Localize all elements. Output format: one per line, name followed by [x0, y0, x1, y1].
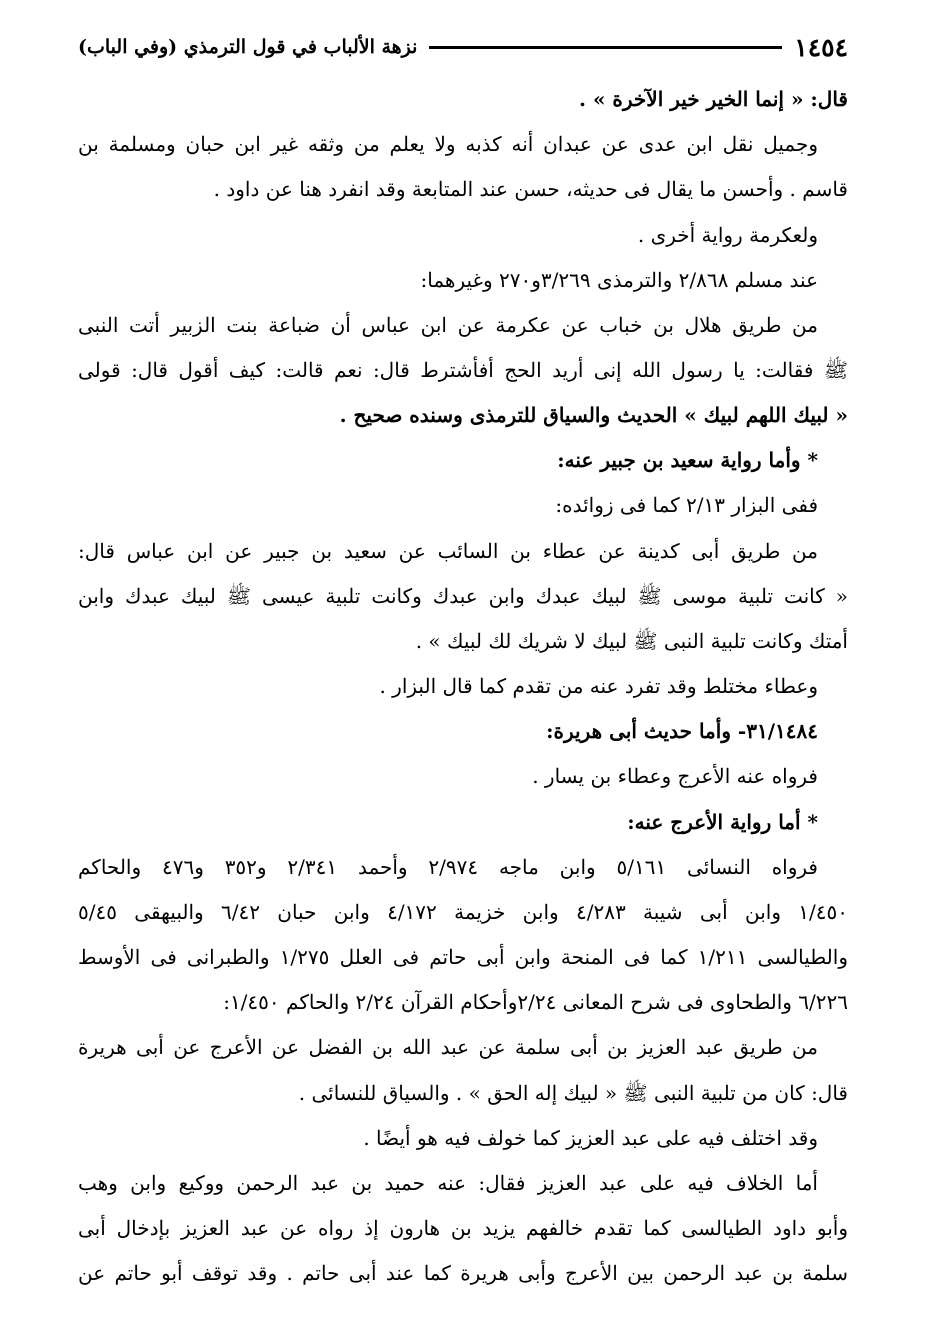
text-line: وقد اختلف فيه على عبد العزيز كما خولف فيه هو أيضًا .: [363, 1126, 818, 1150]
text-line: فرواه النسائى ٥/١٦١ وابن ماجه ٢/٩٧٤ وأحمد ٢/٣٤١ و٣٥٢ و٤٧٦ والحاكم: [78, 855, 818, 879]
text-line: عند مسلم ٢/٨٦٨ والترمذى ٣/٢٦٩و٢٧٠ وغيرهما:: [420, 268, 818, 292]
text-line: « لبيك اللهم لبيك » الحديث والسياق للترمذى وسنده صحيح .: [339, 403, 848, 427]
text-line: أمتك وكانت تلبية النبى ﷺ لبيك لا شريك لك لبيك » .: [415, 629, 848, 653]
text-line: من طريق عبد العزيز بن أبى سلمة عن عبد الله بن الفضل عن الأعرج عن أبى هريرة: [78, 1035, 818, 1059]
text-line: ١/٤٥٠ وابن أبى شيبة ٤/٢٨٣ وابن خزيمة ٤/١٧٢ وابن حبان ٦/٤٢ والبيهقى ٥/٤٥: [78, 900, 848, 924]
text-line: قال: « إنما الخير خير الآخرة » .: [579, 87, 848, 111]
section-heading: * وأما رواية سعيد بن جبير عنه:: [557, 448, 818, 472]
text-line: « كانت تلبية موسى ﷺ لبيك عبدك وابن عبدك وكانت تلبية عيسى ﷺ لبيك عبدك وابن: [78, 584, 848, 608]
running-title: نزهة الألباب في قول الترمذي (وفي الباب): [78, 36, 418, 58]
text-line: ولعكرمة رواية أخرى .: [637, 223, 818, 247]
section-heading: * أما رواية الأعرج عنه:: [627, 810, 818, 834]
section-heading: ٣١/١٤٨٤- وأما حديث أبى هريرة:: [546, 719, 818, 743]
text-line: والطيالسى ١/٢١١ كما فى المنحة وابن أبى حاتم فى العلل ١/٢٧٥ والطبرانى فى الأوسط: [78, 945, 848, 969]
text-line: سلمة بن عبد الرحمن بين الأعرج وأبى هريرة كما عند أبى حاتم . وقد توقف أبو حاتم عن: [78, 1261, 848, 1285]
text-line: فرواه عنه الأعرج وعطاء بن يسار .: [532, 764, 818, 788]
text-line: ﷺ فقالت: يا رسول الله إنى أريد الحج أفأشترط قال: نعم قالت: كيف أقول قال: قولى: [78, 358, 848, 382]
text-line: وعطاء مختلط وقد تفرد عنه من تقدم كما قال البزار .: [379, 674, 818, 698]
text-line: قال: كان من تلبية النبى ﷺ « لبيك إله الحق » . والسياق للنسائى .: [298, 1081, 848, 1105]
page-number: ١٤٥٤: [794, 32, 848, 62]
header-rule: [429, 46, 782, 49]
text-line: من طريق هلال بن خباب عن عكرمة عن ابن عباس أن ضباعة بنت الزبير أتت النبى: [78, 313, 818, 337]
text-line: قاسم . وأحسن ما يقال فى حديثه، حسن عند المتابعة وقد انفرد هنا عن داود .: [213, 177, 848, 201]
text-line: أما الخلاف فيه على عبد العزيز فقال: عنه حميد بن عبد الرحمن ووكيع وابن وهب: [78, 1171, 818, 1195]
text-line: من طريق أبى كدينة عن عطاء بن السائب عن سعيد بن جبير عن ابن عباس قال:: [78, 539, 818, 563]
text-line: ففى البزار ٢/١٣ كما فى زوائده:: [555, 493, 818, 517]
page-header: [78, 30, 848, 64]
text-line: وأبو داود الطيالسى كما تقدم خالفهم يزيد بن هارون إذ رواه عن عبد العزيز بإدخال أبى: [78, 1216, 848, 1240]
text-line: ٦/٢٢٦ والطحاوى فى شرح المعانى ٢/٢٤وأحكام القرآن ٢/٢٤ والحاكم ١/٤٥٠:: [223, 990, 848, 1014]
text-line: وجميل نقل ابن عدى عن عبدان أنه كذبه ولا يعلم من وثقه غير ابن حبان ومسلمة بن: [78, 132, 818, 156]
